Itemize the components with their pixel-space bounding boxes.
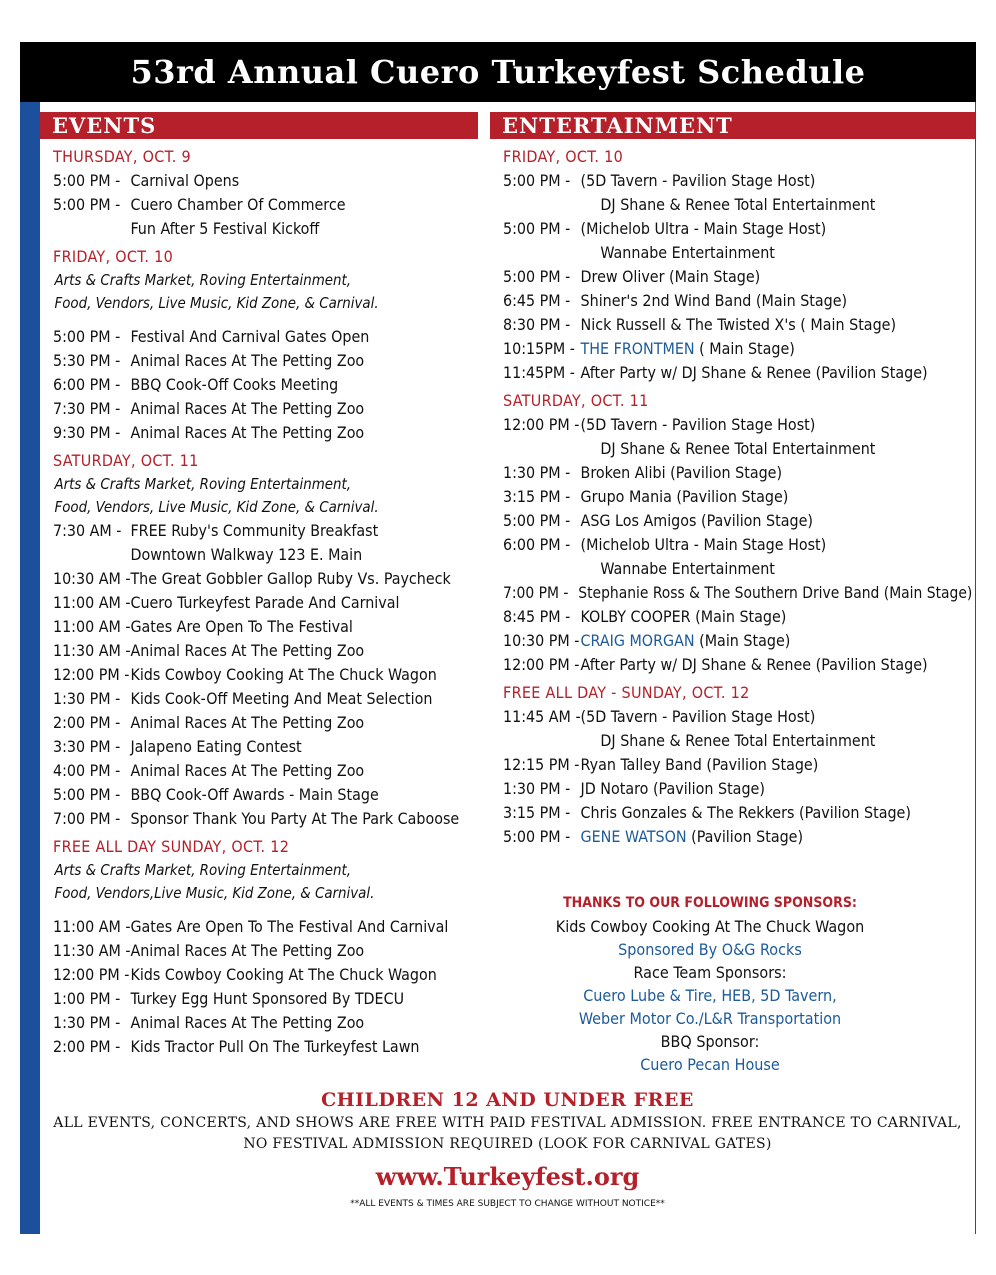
admission-note: NO FESTIVAL ADMISSION REQUIRED (LOOK FOR CARNIVAL GATES): [243, 1136, 772, 1152]
ent-sunday-list: [503, 753, 975, 825]
ent-row: 10:15PM - THE FRONTMEN ( Main Stage): [503, 339, 795, 358]
ent-friday-list: [503, 265, 975, 337]
ent-row: 5:00 PM - ASG Los Amigos (Pavilion Stage): [503, 511, 813, 530]
day-heading: FRIDAY, OCT. 10: [503, 147, 624, 166]
ent-row: 3:15 PM - Chris Gonzales & The Rekkers (Pavilion Stage): [503, 803, 911, 822]
event-row: 2:00 PM - Animal Races At The Petting Zoo: [53, 713, 365, 732]
event-row: 5:00 PM - BBQ Cook-Off Awards - Main Stage: [53, 785, 379, 804]
day-heading: FREE ALL DAY SUNDAY, OCT. 12: [53, 837, 290, 856]
ent-continuation: DJ Shane & Renee Total Entertainment: [600, 439, 876, 458]
event-row: 5:00 PM - Carnival Opens: [53, 171, 240, 190]
event-row: 12:00 PM -Kids Cowboy Cooking At The Chuck Wagon: [53, 965, 437, 984]
event-row: 4:00 PM - Animal Races At The Petting Zoo: [53, 761, 365, 780]
event-row: 11:00 AM -Cuero Turkeyfest Parade And Carnival: [53, 593, 400, 612]
event-row: 6:00 PM - BBQ Cook-Off Cooks Meeting: [53, 375, 339, 394]
ent-row: 1:30 PM - Broken Alibi (Pavilion Stage): [503, 463, 783, 482]
ent-continuation: Wannabe Entertainment: [600, 559, 775, 578]
events-sunday-list: [53, 915, 478, 1059]
footer: [40, 1087, 975, 1213]
page-frame: [20, 42, 976, 1234]
event-row: 12:00 PM -Kids Cowboy Cooking At The Chuck Wagon: [53, 665, 437, 684]
entertainment-header: ENTERTAINMENT: [490, 112, 975, 139]
ent-row: 12:00 PM -After Party w/ DJ Shane & Renee (Pavilion Stage): [503, 655, 928, 674]
ent-continuation: Wannabe Entertainment: [600, 243, 775, 262]
sponsors-heading: THANKS TO OUR FOLLOWING SPONSORS:: [563, 895, 857, 911]
events-thursday-list: [53, 169, 478, 217]
event-row: 11:30 AM -Animal Races At The Petting Zoo: [53, 641, 365, 660]
event-continuation: Downtown Walkway 123 E. Main: [130, 545, 363, 564]
ent-row: 8:30 PM - Nick Russell & The Twisted X's ( Main Stage): [503, 315, 897, 334]
ent-continuation: DJ Shane & Renee Total Entertainment: [600, 731, 876, 750]
admission-note: ALL EVENTS, CONCERTS, AND SHOWS ARE FREE WITH PAID FESTIVAL ADMISSION. FREE ENTRANCE TO CARNIVAL,: [53, 1115, 962, 1131]
event-row: 9:30 PM - Animal Races At The Petting Zoo: [53, 423, 365, 442]
ent-row: 7:00 PM - Stephanie Ross & The Southern Drive Band (Main Stage): [503, 583, 973, 602]
ent-row: 10:30 PM -CRAIG MORGAN (Main Stage): [503, 631, 791, 650]
ent-row: 5:00 PM - Drew Oliver (Main Stage): [503, 267, 761, 286]
event-row: 2:00 PM - Kids Tractor Pull On The Turkeyfest Lawn: [53, 1037, 420, 1056]
sponsor-name: Cuero Pecan House: [640, 1055, 780, 1074]
event-row: 7:00 PM - Sponsor Thank You Party At The Park Caboose: [53, 809, 460, 828]
ent-row: 11:45 AM -(5D Tavern - Pavilion Stage Host): [503, 707, 816, 726]
ent-saturday-list-2: [503, 581, 975, 629]
day-heading: SATURDAY, OCT. 11: [53, 451, 199, 470]
day-note: Arts & Crafts Market, Roving Entertainment,: [54, 475, 352, 493]
event-row: 3:30 PM - Jalapeno Eating Contest: [53, 737, 302, 756]
event-row: 1:30 PM - Kids Cook-Off Meeting And Meat Selection: [53, 689, 433, 708]
sponsor-name: Sponsored By O&G Rocks: [618, 940, 802, 959]
event-row: 1:00 PM - Turkey Egg Hunt Sponsored By TDECU: [53, 989, 405, 1008]
ent-row: 1:30 PM - JD Notaro (Pavilion Stage): [503, 779, 765, 798]
ent-row: 5:00 PM - GENE WATSON (Pavilion Stage): [503, 827, 804, 846]
day-heading: SATURDAY, OCT. 11: [503, 391, 649, 410]
sponsor-name: Weber Motor Co./L&R Transportation: [578, 1009, 842, 1028]
ent-row: 6:45 PM - Shiner's 2nd Wind Band (Main Stage): [503, 291, 848, 310]
event-row: 5:30 PM - Animal Races At The Petting Zoo: [53, 351, 365, 370]
ent-row: 5:00 PM - (5D Tavern - Pavilion Stage Host): [503, 171, 816, 190]
schedule-body: [40, 102, 975, 1234]
event-row: 5:00 PM - Festival And Carnival Gates Open: [53, 327, 370, 346]
sponsor-name: Cuero Lube & Tire, HEB, 5D Tavern,: [583, 986, 837, 1005]
day-note: Food, Vendors,Live Music, Kid Zone, & Carnival.: [54, 884, 375, 902]
day-heading: FRIDAY, OCT. 10: [53, 247, 174, 266]
events-friday-list: [53, 325, 478, 445]
ent-row: 3:15 PM - Grupo Mania (Pavilion Stage): [503, 487, 789, 506]
event-row: 11:00 AM -Gates Are Open To The Festival And Carnival: [53, 917, 449, 936]
events-column: [40, 102, 478, 1059]
day-heading: FREE ALL DAY - SUNDAY, OCT. 12: [503, 683, 750, 702]
sponsor-line: BBQ Sponsor:: [660, 1032, 760, 1051]
ent-continuation: DJ Shane & Renee Total Entertainment: [600, 195, 876, 214]
ent-row: 11:45PM - After Party w/ DJ Shane & Renee (Pavilion Stage): [503, 363, 928, 382]
event-row: 5:00 PM - Cuero Chamber Of Commerce: [53, 195, 346, 214]
day-heading: THURSDAY, OCT. 9: [53, 147, 192, 166]
event-row: 7:30 PM - Animal Races At The Petting Zoo: [53, 399, 365, 418]
headliner: CRAIG MORGAN: [580, 631, 695, 650]
event-continuation: Fun After 5 Festival Kickoff: [130, 219, 320, 238]
ent-row: 12:15 PM -Ryan Talley Band (Pavilion Stage): [503, 755, 819, 774]
ent-row: 5:00 PM - (Michelob Ultra - Main Stage Host): [503, 219, 827, 238]
day-note: Arts & Crafts Market, Roving Entertainment,: [54, 861, 352, 879]
entertainment-column: [490, 102, 975, 849]
ent-saturday-list: [503, 461, 975, 533]
sponsor-line: Kids Cowboy Cooking At The Chuck Wagon: [555, 917, 865, 936]
events-header: EVENTS: [40, 112, 478, 139]
website-link[interactable]: www.Turkeyfest.org: [375, 1162, 640, 1191]
event-row: 11:00 AM -Gates Are Open To The Festival: [53, 617, 353, 636]
event-row: 11:30 AM -Animal Races At The Petting Zoo: [53, 941, 365, 960]
headliner: GENE WATSON: [580, 827, 687, 846]
children-free-notice: CHILDREN 12 AND UNDER FREE: [321, 1089, 694, 1111]
page-title: 53rd Annual Cuero Turkeyfest Schedule: [20, 42, 976, 102]
day-note: Food, Vendors, Live Music, Kid Zone, & Carnival.: [54, 294, 379, 312]
event-row: 10:30 AM -The Great Gobbler Gallop Ruby Vs. Paycheck: [53, 569, 451, 588]
event-row: 7:30 AM - FREE Ruby's Community Breakfast: [53, 521, 379, 540]
day-note: Arts & Crafts Market, Roving Entertainment,: [54, 271, 352, 289]
headliner: THE FRONTMEN: [580, 339, 695, 358]
disclaimer: **ALL EVENTS & TIMES ARE SUBJECT TO CHANGE WITHOUT NOTICE**: [350, 1199, 665, 1209]
sponsor-line: Race Team Sponsors:: [633, 963, 787, 982]
day-note: Food, Vendors, Live Music, Kid Zone, & Carnival.: [54, 498, 379, 516]
events-saturday-list: [53, 567, 478, 831]
sponsors-block: [490, 892, 930, 1076]
event-row: 1:30 PM - Animal Races At The Petting Zoo: [53, 1013, 365, 1032]
ent-row: 8:45 PM - KOLBY COOPER (Main Stage): [503, 607, 787, 626]
ent-row: 12:00 PM -(5D Tavern - Pavilion Stage Host): [503, 415, 816, 434]
ent-row: 6:00 PM - (Michelob Ultra - Main Stage Host): [503, 535, 827, 554]
